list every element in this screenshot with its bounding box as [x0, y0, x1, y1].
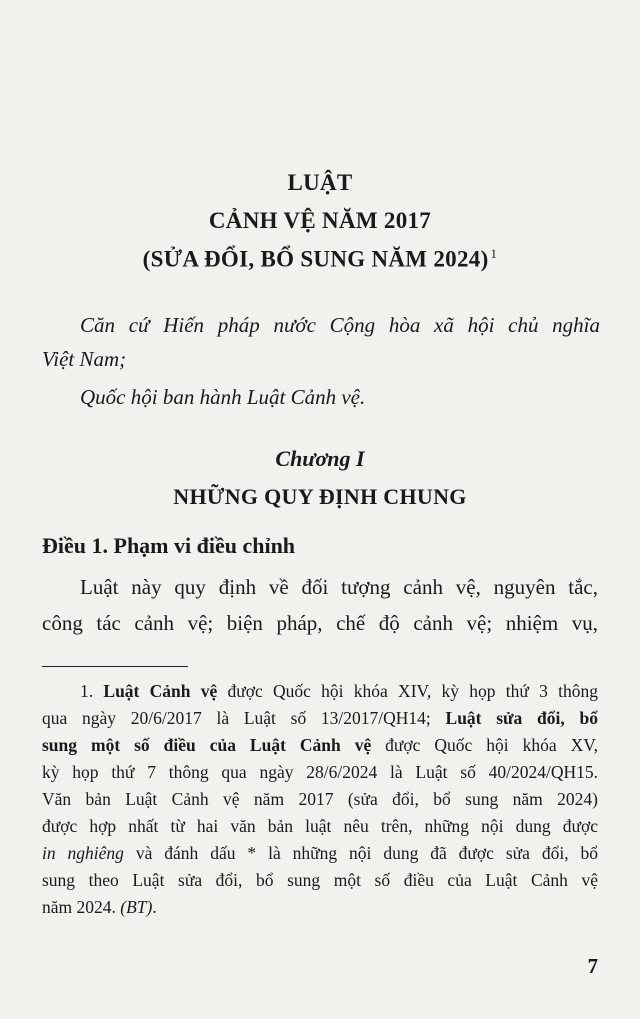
- footnote-text: Văn bản Luật Cảnh vệ năm 2017 (sửa đổi, bổ sung năm 2024): [42, 789, 598, 809]
- footnote-line: [42, 732, 598, 759]
- preamble-basis-line-1: Căn cứ Hiến pháp nước Cộng hòa xã hội chủ nghĩa: [80, 313, 600, 337]
- footnote-text: kỳ họp thứ 7 thông qua ngày 28/6/2024 là Luật số 40/2024/QH15.: [42, 762, 598, 782]
- footnote-text: được hợp nhất từ hai văn bản luật nêu trên, những nội dung được: [42, 816, 598, 836]
- footnote-italic-text: in nghiêng: [42, 843, 124, 863]
- footnote-divider: [42, 666, 188, 667]
- footnote-line: [42, 705, 598, 732]
- footnote-text: được Quốc hội khóa XV,: [371, 735, 598, 755]
- footnote-italic-text: (BT): [120, 897, 153, 917]
- footnote-line: [42, 759, 598, 786]
- footnote-text: qua ngày 20/6/2017 là Luật số 13/2017/QH14;: [42, 708, 446, 728]
- preamble-enactment: Quốc hội ban hành Luật Cảnh vệ.: [80, 385, 366, 409]
- law-title-line-3: [0, 246, 640, 273]
- page-number: 7: [587, 954, 598, 978]
- footnote-text: .: [152, 897, 157, 917]
- footnote-line: [42, 813, 598, 840]
- footnote-text: năm 2024.: [42, 897, 121, 917]
- footnote-line: [42, 867, 598, 894]
- article-1-text-line-2: công tác cảnh vệ; biện pháp, chế độ cảnh vệ; nhiệm vụ,: [42, 611, 598, 635]
- law-title-line-1: LUẬT: [287, 170, 353, 195]
- footnote: [42, 678, 598, 921]
- footnote-text: được Quốc hội khóa XIV, kỳ họp thứ 3 thông: [217, 681, 598, 701]
- preamble-basis-line-2: Việt Nam;: [42, 347, 127, 371]
- footnote-line: [42, 786, 598, 813]
- article-1-text-line-1: Luật này quy định về đối tượng cảnh vệ, nguyên tắc,: [80, 575, 598, 599]
- chapter-number: Chương I: [275, 446, 365, 471]
- footnote-text: 1.: [80, 681, 104, 701]
- footnote-bold-text: sung một số điều của Luật Cảnh vệ: [42, 735, 372, 755]
- footnote-line: [42, 678, 598, 705]
- chapter-title: NHỮNG QUY ĐỊNH CHUNG: [173, 484, 467, 509]
- law-title-line-2: CẢNH VỆ NĂM 2017: [208, 208, 432, 233]
- footnote-text: và đánh dấu * là những nội dung đã được sửa đổi, bổ: [123, 843, 598, 863]
- footnote-bold-text: Luật Cảnh vệ: [103, 681, 218, 701]
- footnote-line: [42, 894, 598, 921]
- footnote-line: [42, 840, 598, 867]
- footnote-reference: 1: [490, 246, 498, 261]
- footnote-bold-text: Luật sửa đổi, bổ: [445, 708, 598, 728]
- article-1-heading: Điều 1. Phạm vi điều chỉnh: [42, 533, 296, 558]
- footnote-text: sung theo Luật sửa đổi, bổ sung một số điều của Luật Cảnh vệ: [42, 870, 598, 890]
- law-title-amendment: (SỬA ĐỔI, BỔ SUNG NĂM 2024): [142, 246, 489, 272]
